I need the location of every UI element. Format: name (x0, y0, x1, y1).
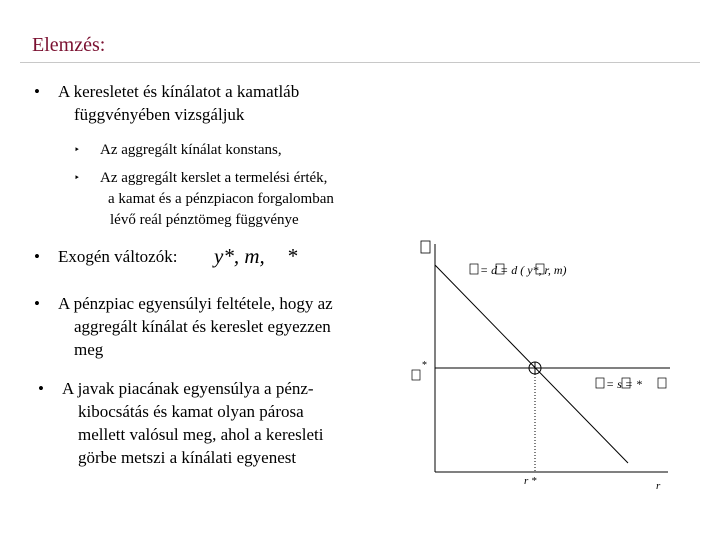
bullet-goods-market (38, 377, 418, 469)
subbullet-demand (74, 168, 404, 231)
demand-curve (435, 265, 628, 463)
bullet-analysis (34, 80, 414, 126)
bullet-text: kibocsátás és kamat olyan párosa (78, 402, 304, 421)
demand-equation-text: = d = d ( y*, r, m) (480, 263, 567, 277)
subbullet-text: a kamat és a pénzpiacon forgalomban (108, 191, 334, 207)
bullet-text: Exogén változók: (58, 247, 178, 266)
y-star-label: * (422, 360, 427, 371)
bullet-text: A keresletet és kínálatot a kamatláb (58, 82, 300, 101)
bullet-text: A javak piacának egyensúlya a pénz- (62, 379, 314, 398)
bullet-text: mellett valósul meg, ahol a keresleti (78, 425, 324, 444)
demand-equation (470, 263, 567, 277)
subbullet-text: lévő reál pénztömeg függvénye (110, 212, 299, 228)
exogenous-formula: y*, m, * (214, 244, 298, 268)
subbullet-marker: ‣ (74, 173, 80, 184)
bullet-marker: • (34, 82, 40, 101)
bullet-exogenous (34, 245, 234, 268)
subbullet-text: Az aggregált kínálat konstans, (100, 142, 282, 158)
bullet-money-market (34, 292, 414, 361)
bullet-marker: • (38, 379, 44, 398)
x-axis-label: r (656, 480, 661, 492)
y-star-symbol (412, 370, 420, 380)
bullet-text: függvényében vizsgáljuk (74, 105, 245, 124)
bullet-text: görbe metszi a kínálati egyenest (78, 448, 297, 467)
bullet-text: meg (74, 340, 104, 359)
slide-title: Elemzés: (32, 34, 106, 56)
subbullet-text: Az aggregált kerslet a termelési érték, (100, 170, 328, 186)
supply-equation-text: = s = * (606, 377, 642, 391)
title-divider (20, 62, 700, 63)
subbullet-marker: ‣ (74, 145, 80, 156)
y-axis-label-symbol (421, 241, 430, 253)
subbullet-supply (74, 140, 404, 161)
bullet-text: aggregált kínálat és kereslet egyezzen (74, 317, 331, 336)
bullet-marker: • (34, 294, 40, 313)
supply-equation (596, 377, 666, 391)
equilibrium-diagram (400, 230, 700, 500)
bullet-marker: • (34, 247, 40, 266)
bullet-text: A pénzpiac egyensúlyi feltétele, hogy az (58, 294, 333, 313)
r-star-label: r * (524, 475, 537, 487)
